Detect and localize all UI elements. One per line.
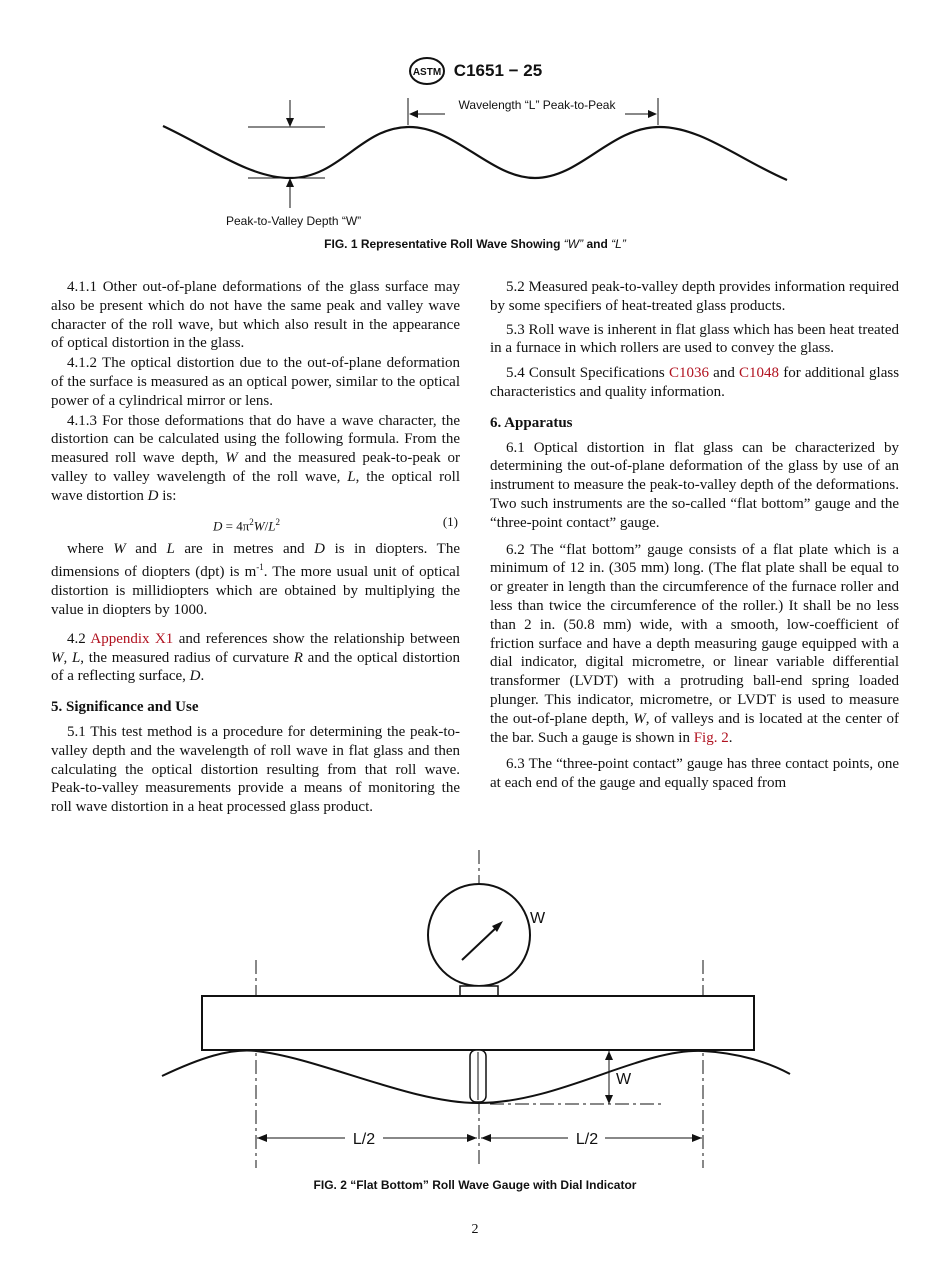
figure-2-diagram <box>0 848 950 1178</box>
figure-1-diagram <box>0 90 950 240</box>
fig2-dial-w-label: W <box>530 910 546 927</box>
para-6-1: 6.1 Optical distortion in flat glass can be characterized by determining the out-of-plane deformation of the glass by use of an instrument to measure the peak-to-valley depth of the deformations. Two such instruments are the so-called “flat bottom” gauge and the “three-point contact” gauge. <box>490 439 899 531</box>
para-6-2: 6.2 The “flat bottom” gauge consists of a flat plate which is a minimum of 12 in. (305 mm) long. (The flat plate shall be equal to or greater in length than the circumference of the furnace roller and less than twice the circumference of the roller.) It shall be no less than 2 in. (50.8 mm) wide, with a smooth, low-coefficient of friction surface and have a depth measuring gauge equipped with a dial indicator, digital micrometre, or linear variable differential transformer (LVDT) with a protruding ball-end spring loaded plunger. This indicator, micrometre, or LVDT is used to measure the out-of-plane depth, W, of valleys and is located at the center of the bar. Such a gauge is shown in Fig. 2. <box>490 541 899 746</box>
fig2-half-left-label: L/2 <box>352 1131 376 1148</box>
left-column <box>51 278 460 822</box>
para-5-4: 5.4 Consult Specifications C1036 and C1048 for additional glass characteristics and quality information. <box>490 365 900 400</box>
heading-section-5: 5. Significance and Use <box>51 699 199 716</box>
link-c1048[interactable]: C1048 <box>739 365 780 382</box>
fig1-depth-label: Peak-to-Valley Depth “W” <box>226 214 362 228</box>
para-6-3: 6.3 The “three-point contact” gauge has three contact points, one at each end of the gauge and equally spaced from <box>490 756 899 792</box>
para-5-2: 5.2 Measured peak-to-valley depth provides information required by some specifiers of heat-treated glass products. <box>490 279 899 314</box>
figure-2-caption: FIG. 2 “Flat Bottom” Roll Wave Gauge with Dial Indicator <box>313 1178 637 1192</box>
para-4-1-3: 4.1.3 For those deformations that do have a wave character, the distortion can be calculated using the following formula. From the measured roll wave depth, W and the measured peak-to-peak or valley to valley wavelength of the roll wave, L, the optical roll wave distortion D is: <box>51 412 461 504</box>
page-number: 2 <box>471 1222 479 1237</box>
page-header <box>0 56 950 91</box>
right-column <box>490 278 899 798</box>
astm-logo-icon <box>408 56 446 86</box>
link-c1036[interactable]: C1036 <box>668 365 709 382</box>
standard-number: C1651 − 25 <box>453 61 543 80</box>
link-fig-2[interactable]: Fig. 2 <box>693 729 729 746</box>
link-appendix-x1[interactable]: Appendix X1 <box>90 630 174 647</box>
astm-logo-text: ASTM <box>412 67 441 78</box>
para-4-2: 4.2 Appendix X1 and references show the relationship between W, L, the measured radius of curvature R and the optical distortion of a reflecting surface, D. <box>51 630 461 685</box>
para-where: where W and L are in metres and D is in diopters. The dimensions of diopters (dpt) is $m^{-1}$. The more usual unit of optical distortion is millidiopters which are obtained by multiplying the value in diopters by 1000. <box>51 540 460 618</box>
heading-section-6: 6. Apparatus <box>490 414 573 431</box>
para-5-1: 5.1 This test method is a procedure for determining the peak-to-valley depth and the wavelength of roll wave in flat glass and then calculating the optical distortion resulting from that roll wave. Peak-to-valley measurements provide a means of monitoring the roll wave distortion in a heat processed glass product. <box>51 723 460 816</box>
equation-1: $D = 4\pi^2W/L^2$ (1) <box>213 513 458 533</box>
para-4-1-2: 4.1.2 The optical distortion due to the out-of-plane deformation of the surface is measured as an optical power, similar to the optical power of a cylindrical mirror or lens. <box>51 355 460 409</box>
fig2-depth-w-label: W <box>616 1071 632 1088</box>
equation-number: (1) <box>442 513 458 529</box>
fig2-half-right-label: L/2 <box>575 1131 599 1148</box>
fig1-wavelength-label: Wavelength “L” Peak-to-Peak <box>458 98 616 112</box>
para-4-1-1: 4.1.1 Other out-of-plane deformations of the glass surface may also be present which do not have the same peak and valley wave character of the roll wave, but which also result in the appearance of optical distortion in the glass. <box>51 279 460 352</box>
para-5-3: 5.3 Roll wave is inherent in flat glass which has been heat treated in a furnace in which rollers are used to convey the glass. <box>490 321 899 357</box>
figure-1-caption: FIG. 1 Representative Roll Wave Showing “W” and “L” <box>324 237 626 251</box>
